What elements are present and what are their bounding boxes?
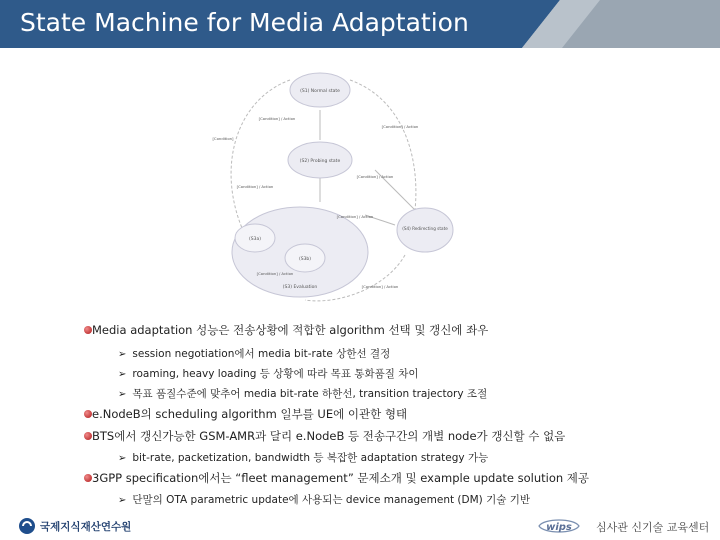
kipo-logo — [18, 516, 148, 536]
bullet-text: 목표 품질수준에 맞추어 media bit-rate 하한선, transition trajectory 조절 — [132, 388, 488, 400]
arrow-bullet-icon: ➢ — [118, 349, 127, 360]
bullet-text: Media adaptation 성능은 전송상황에 적합한 algorithm 선택 및 갱신에 좌우 — [92, 323, 489, 337]
transition-label: [Condition] / Action — [361, 284, 399, 289]
footer-center-name: 심사관 신기술 교육센터 — [596, 521, 710, 534]
sub-bullet-item — [118, 366, 419, 381]
sub-bullet-item — [118, 386, 487, 401]
state-s3a-label: (S3a) — [249, 237, 261, 242]
bullet-dot-icon — [84, 432, 92, 440]
svg-text:국제지식재산연수원: 국제지식재산연수원 — [40, 521, 132, 533]
arrow-bullet-icon: ➢ — [118, 453, 127, 464]
bullet-item — [92, 322, 488, 338]
bullet-item — [92, 470, 589, 486]
bullet-text: BTS에서 갱신가능한 GSM-AMR과 달리 e.NodeB 등 전송구간의 개별 node가 갱신할 수 없음 — [92, 429, 566, 443]
bullet-text: roaming, heavy loading 등 상황에 따라 목표 통화품질 차이 — [132, 368, 419, 380]
arrow-bullet-icon: ➢ — [118, 495, 127, 506]
bullet-dot-icon — [84, 474, 92, 482]
page-title: State Machine for Media Adaptation — [20, 8, 469, 37]
arrow-bullet-icon: ➢ — [118, 369, 127, 380]
state-s3-label: (S3) Evaluation — [282, 285, 318, 290]
svg-text:wips: wips — [546, 522, 572, 533]
state-s3b-label: (S3b) — [298, 257, 312, 262]
wips-logo — [536, 516, 582, 536]
state-s1-label: (S1) Normal state — [300, 89, 340, 94]
sub-bullet-item — [118, 450, 488, 465]
transition-label: [Condition] / Action — [258, 116, 296, 121]
bullet-text: session negotiation에서 media bit-rate 상한선 결정 — [132, 348, 391, 360]
transition-label: [Condition] — [212, 136, 234, 141]
bullet-text: e.NodeB의 scheduling algorithm 일부를 UE에 이관한 형태 — [92, 407, 408, 421]
state-machine-diagram — [205, 60, 465, 310]
transition-label: [Condition] / Action — [381, 124, 419, 129]
bullet-text: 단말의 OTA parametric update에 사용되는 device management (DM) 기술 기반 — [132, 494, 531, 506]
bullet-text: 3GPP specification에서는 “fleet management” 문제소개 및 example update solution 제공 — [92, 471, 590, 485]
state-s2-label: (S2) Probing state — [299, 159, 341, 164]
bullet-dot-icon — [84, 326, 92, 334]
bullet-item — [92, 428, 565, 444]
arrow-bullet-icon: ➢ — [118, 389, 127, 400]
title-bar — [0, 0, 720, 48]
transition-label: [Condition] / Action — [256, 271, 294, 276]
bullet-item — [92, 406, 407, 422]
bullet-dot-icon — [84, 410, 92, 418]
sub-bullet-item — [118, 492, 530, 507]
state-s4-label: (S4) Redirecting state — [402, 226, 448, 231]
sub-bullet-item — [118, 346, 390, 361]
transition-label: [Condition] / Action — [336, 214, 374, 219]
bullet-text: bit-rate, packetization, bandwidth 등 복잡한 adaptation strategy 가능 — [132, 452, 489, 464]
transition-label: [Condition] / Action — [236, 184, 274, 189]
transition-label: [Condition] / Action — [356, 174, 394, 179]
